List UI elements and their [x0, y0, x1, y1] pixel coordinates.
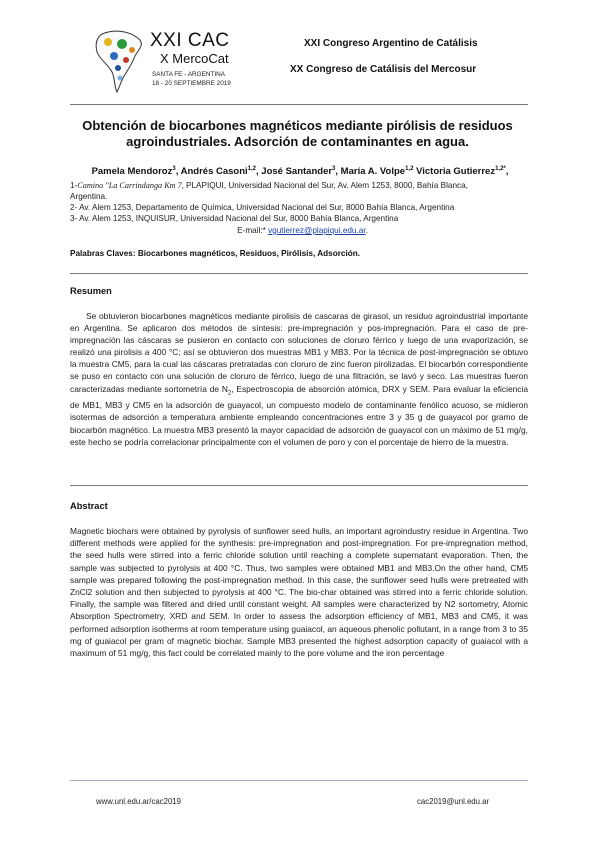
affiliation-number: 1- — [70, 181, 78, 190]
logo-subtitle: X MercoCat — [160, 51, 229, 66]
affiliation-address-italic: Camino "La Carrindanga Km 7, — [77, 181, 184, 190]
header-divider — [70, 104, 528, 105]
contact-email — [70, 226, 535, 235]
congress-name-2: XX Congreso de Catálisis del Mercosur — [290, 64, 477, 75]
abstract-text: Magnetic biochars were obtained by pyrolysis of sunflower seed hulls, an important agroindustry residue in Argentina. Two different methods were applied for the synthesis: pre-impregnation and post-impregnation. For pre-impregnation method, the seed hulls were stirred into a ferric chloride solution until reaching a complete supernatant evaporation. Then, the sample was subjected to pyrolysis at 400 °C. Thus, two samples were obtained MB1 and MB3.On the other hand, CM5 sample was prepared following the post-impregnation method. In this case, the sunflower seed hulls were pretreated with ZnCl2 solution and then subjected to pyrolysis at 400 °C. The bio-char obtained was stirred into a ferric chloride solution. Finally, the sample was filtered and dried until constant weight. All samples were characterized by N2 sortometry, Atomic Absorption Spectrometry, XRD and SEM. In order to assess the adsorption efficiency of MB1, MB3 and CM5, it was performed adsorption isotherms at room temperature using guaiacol, an aqueous phenolic pollutant, in a range from 3 to 35 mg of guaiacol per gram of magnetic biochar. Sample MB3 presented the highest adsorption capacity of guaiacol with a maximum of 51 mg/g, this fact could be correlated mainly to the pore volume and the iron percentage — [70, 526, 528, 659]
footer-website[interactable]: www.unl.edu.ar/cac2019 — [96, 797, 181, 806]
author-affiliation-mark: 1,2 — [247, 166, 257, 172]
logo-place: SANTA FE - ARGENTINA — [152, 71, 226, 78]
resumen-heading: Resumen — [70, 286, 112, 296]
author-affiliation-mark: 1,2 — [405, 166, 414, 172]
paper-title-line-2: agroindustriales. Adsorción de contaminantes en agua. — [126, 134, 469, 149]
paper-title — [70, 118, 525, 150]
affiliation-1-continued: Argentina. — [70, 192, 108, 201]
author: María A. Volpe — [340, 166, 406, 178]
footer-email[interactable]: cac2019@unl.edu.ar — [417, 797, 490, 806]
author: José Santander — [261, 166, 333, 178]
affiliation-2: 2- Av. Alem 1253, Departamento de Química, Universidad Nacional del Sur, 8000 Bahía Blanca, Argentina — [70, 203, 455, 212]
keywords: Palabras Claves: Biocarbones magnéticos, Residuos, Pirólisis, Adsorción. — [70, 249, 360, 258]
email-label: E-mail:* — [237, 226, 269, 235]
author: Pamela Mendoroz — [91, 166, 173, 178]
logo-title: XXI CAC — [150, 30, 230, 51]
resumen-divider — [70, 485, 528, 486]
resumen-text-2: , Espectroscopia de absorción atómica, DRX y SEM. Para evaluar la eficiencia de MB1, MB3 y CM5 en la adsorción de guayacol, un compuesto modelo de contaminante fenólico acuoso, se midieron isotermas de adsorción a temperatura ambiente empleando concentraciones entre 3 y 35 g de guayacol por gramo de biocarbón magnético. La muestra MB3 presentó la mayor capacidad de adsorción de guayacol con un máximo de 51 mg/g, este hecho se podría correlacionar principalmente con el volumen de poro y con el porcentaje de hierro de la muestra. — [70, 383, 528, 447]
subscript-2: 2 — [227, 390, 232, 397]
author-affiliation-mark: 3 — [172, 166, 176, 172]
affiliation-text: PLAPIQUI, Universidad Nacional del Sur, Av. Alem 1253, 8000, Bahía Blanca, — [183, 181, 468, 190]
congress-logo — [88, 26, 270, 96]
abstract-body — [70, 525, 528, 659]
author: Victoria Gutierrez — [416, 166, 496, 178]
paper-title-line-1: Obtención de biocarbones magnéticos mediante pirólisis de residuos — [82, 118, 513, 133]
resumen-body — [70, 310, 528, 448]
affiliation-1 — [70, 180, 535, 191]
author: Andrés Casoni — [180, 166, 248, 178]
abstract-heading: Abstract — [70, 501, 108, 511]
email-period: . — [365, 226, 368, 235]
resumen-text-1: Se obtuvieron biocarbones magnéticos mediante pirolisis de cascaras de girasol, un residuo agroindustrial importante en Argentina. Se aplicaron dos métodos de síntesis: pre-impregnación y pos-impregnación. Para el caso de pre-impregnación las cáscaras se pusieron en contacto con soluciones de cloruro férrico y luego de una evaporización, se realizó una pirolisis a 400 °C; así se obtuvieron dos muestras MB1 y MB3. Por la técnica de post-impregnación se obtuvo la muestra CM5, para la cual las cáscaras pretratadas con cloruro de zinc fueron pirolizadas. El biocarbón correspondiente se puso en contacto con una solución de cloruro de férrico, luego de una filtración, se lavó y seco. Las muestras fueron caracterizadas mediante sortometría de N — [70, 311, 528, 394]
author-list: Pamela Mendoroz$^3$, Andrés Casoni$^{1,2}$, José Santander$^3$, María A. Volpe$^{1,2}$ Victoria Gutierrez$^{1,2*}$, — [91, 166, 509, 178]
affiliation-3: 3- Av. Alem 1253, INQUISUR, Universidad Nacional del Sur, 8000 Bahía Blanca, Argentina — [70, 214, 399, 223]
author-affiliation-mark: 1,2* — [495, 166, 506, 172]
logo-dates: 18 - 20 SEPTIEMBRE 2019 — [152, 80, 231, 87]
congress-name-1: XXI Congreso Argentino de Catálisis — [304, 38, 478, 49]
author-affiliation-mark: 3 — [332, 166, 336, 172]
footer-divider — [70, 780, 528, 781]
keywords-divider — [70, 273, 528, 274]
email-link[interactable]: vgutierrez@plapiqui.edu.ar — [268, 226, 366, 235]
